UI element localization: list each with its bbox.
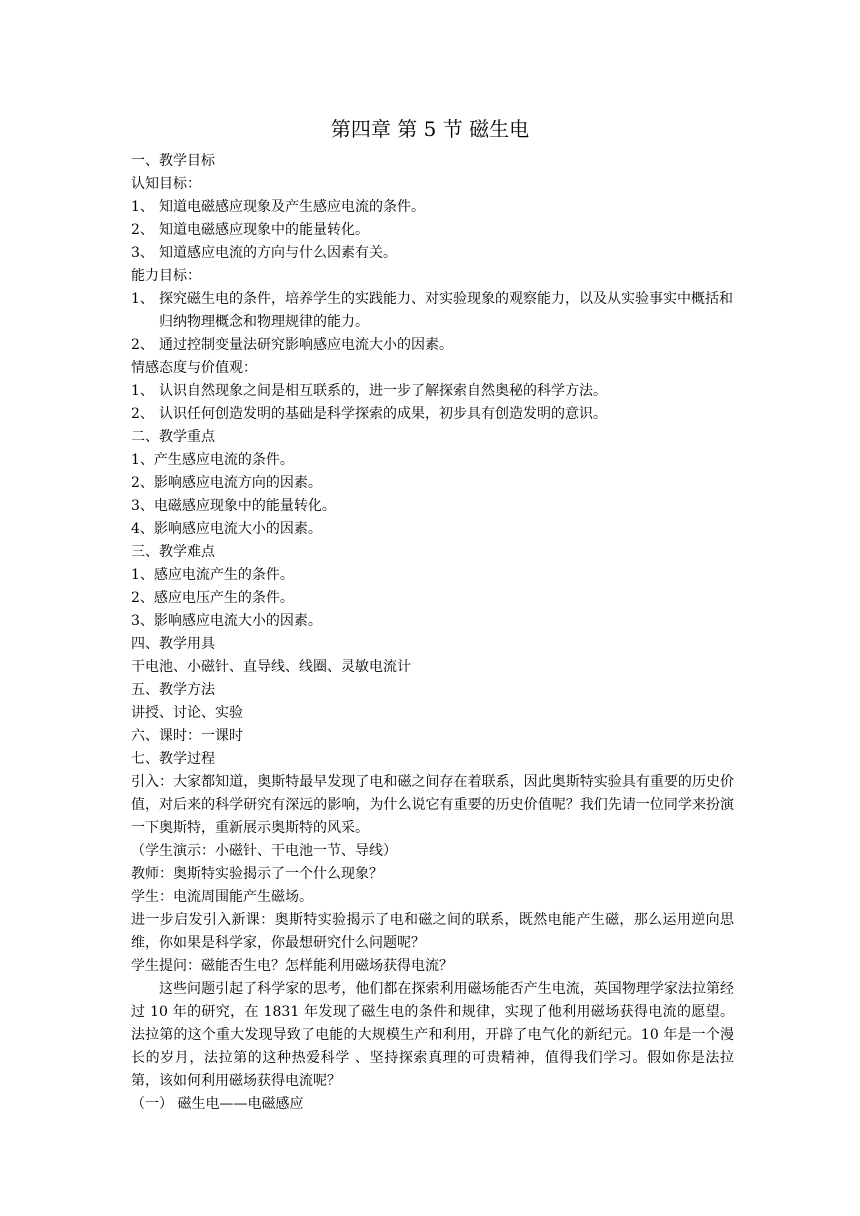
list-item-number: 2、 <box>131 406 154 422</box>
faraday-paragraph: 这些问题引起了科学家的思考，他们都在探索利用磁场能否产生电流，英国物理学家法拉第经过 10 年的研究，在 1831 年发现了磁生电的条件和规律，实现了他利用磁场获得电流的愿望。法拉第的这个重大发现导致了电能的大规模生产和利用，开辟了电气化的新纪元。10 年是一个漫长的岁月，法拉第的这种热爱科学 、坚持探索真理的可贵精神，值得我们学习。假如你是法拉第，该如何利用磁场获得电流呢？ <box>131 981 734 1089</box>
list-item: 3、影响感应电流大小的因素。 <box>131 613 322 629</box>
section-heading-periods: 六、课时：一课时 <box>131 728 243 744</box>
list-item-text: 认识任何创造发明的基础是科学探索的成果，初步具有创造发明的意识。 <box>159 406 607 422</box>
list-item-text: 通过控制变量法研究影响感应电流大小的因素。 <box>159 337 453 353</box>
section-heading-tools: 四、教学用具 <box>131 636 215 652</box>
list-item <box>131 288 734 334</box>
student-question-line: 学生提问：磁能否生电？怎样能利用磁场获得电流？ <box>131 958 453 974</box>
list-item <box>131 219 734 242</box>
ability-objectives-heading: 能力目标： <box>131 268 201 284</box>
further-paragraph: 进一步启发引入新课：奥斯特实验揭示了电和磁之间的联系，既然电能产生磁，那么运用逆向思维，你如果是科学家，你最想研究什么问题呢？ <box>131 912 734 951</box>
document-body <box>131 150 734 1116</box>
list-item: 3、电磁感应现象中的能量转化。 <box>131 498 336 514</box>
list-item-number: 1、 <box>131 291 154 307</box>
list-item-text: 认识自然现象之间是相互联系的，进一步了解探索自然奥秘的科学方法。 <box>159 383 607 399</box>
list-item: 2、影响感应电流方向的因素。 <box>131 475 322 491</box>
list-item-number: 1、 <box>131 199 154 215</box>
list-item <box>131 334 734 357</box>
list-item: 1、感应电流产生的条件。 <box>131 567 294 583</box>
list-item: 4、影响感应电流大小的因素。 <box>131 521 322 537</box>
tools-text: 干电池、小磁针、直导线、线圈、灵敏电流计 <box>131 659 411 675</box>
section-heading-difficulties: 三、教学难点 <box>131 544 215 560</box>
list-item <box>131 196 734 219</box>
list-item <box>131 242 734 265</box>
page-title: 第四章 第 5 节 磁生电 <box>330 117 530 141</box>
list-item-number: 1、 <box>131 383 154 399</box>
section-heading-process: 七、教学过程 <box>131 751 215 767</box>
intro-paragraph: 引入：大家都知道，奥斯特最早发现了电和磁之间存在着联系，因此奥斯特实验具有重要的历史价值，对后来的科学研究有深远的影响，为什么说它有重要的历史价值呢？我们先请一位同学来扮演一下奥斯特，重新展示奥斯特的风采。 <box>131 774 734 836</box>
list-item <box>131 380 734 403</box>
subsection-heading: （一） 磁生电——电磁感应 <box>131 1096 304 1112</box>
list-item: 2、感应电压产生的条件。 <box>131 590 294 606</box>
demo-note: （学生演示：小磁针、干电池一节、导线） <box>131 843 397 859</box>
list-item <box>131 403 734 426</box>
emotion-objectives-heading: 情感态度与价值观： <box>131 360 257 376</box>
cognitive-objectives-heading: 认知目标： <box>131 176 201 192</box>
list-item-number: 2、 <box>131 337 154 353</box>
section-heading-methods: 五、教学方法 <box>131 682 215 698</box>
section-heading-key-points: 二、教学重点 <box>131 429 215 445</box>
list-item-number: 2、 <box>131 222 154 238</box>
section-heading-objectives: 一、教学目标 <box>131 153 215 169</box>
list-item-text: 知道电磁感应现象及产生感应电流的条件。 <box>159 199 425 215</box>
list-item-number: 3、 <box>131 245 154 261</box>
student-line: 学生：电流周围能产生磁场。 <box>131 889 313 905</box>
list-item: 1、产生感应电流的条件。 <box>131 452 294 468</box>
methods-text: 讲授、讨论、实验 <box>131 705 243 721</box>
list-item-text: 知道电磁感应现象中的能量转化。 <box>159 222 369 238</box>
list-item-text: 知道感应电流的方向与什么因素有关。 <box>159 245 397 261</box>
teacher-line: 教师：奥斯特实验揭示了一个什么现象？ <box>131 866 383 882</box>
list-item-text: 探究磁生电的条件，培养学生的实践能力、对实验现象的观察能力，以及从实验事实中概括和归纳物理概念和物理规律的能力。 <box>159 291 733 330</box>
